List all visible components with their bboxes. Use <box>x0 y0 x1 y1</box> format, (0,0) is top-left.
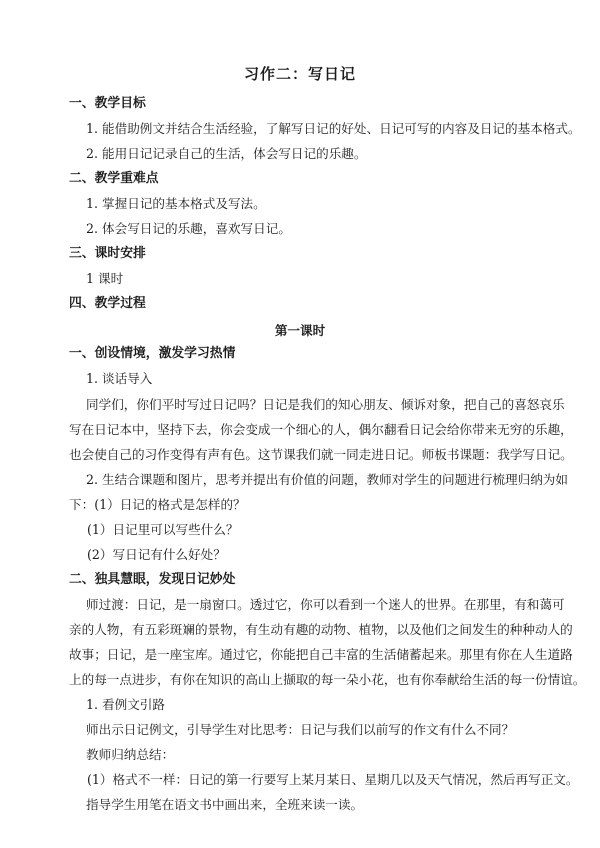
paragraph-line: 上的每一点进步，有你在知识的高山上撷取的每一朵小花，也有你奉献给生活的每一份情谊。 <box>69 672 586 687</box>
question-item-2: (2）写日记有什么好处？ <box>87 547 226 562</box>
paragraph-line: 同学们，你们平时写过日记吗？日记是我们的知心朋友、倾诉对象，把自己的喜怒哀乐 <box>86 397 565 412</box>
paragraph-line: 写在日记本中，坚持下去，你会变成一个细心的人，偶尔翻看日记会给你带来无穷的乐趣， <box>69 422 573 437</box>
section-heading-key-points: 二、教学重难点 <box>69 171 159 186</box>
part-heading-2: 二、独具慧眼，发现日记妙处 <box>69 572 236 587</box>
paragraph-line: 师出示日记例文，引导学生对比思考：日记与我们以前写的作文有什么不同？ <box>86 722 515 737</box>
key-point-item-2: 2. 体会写日记的乐趣，喜欢写日记。 <box>86 221 291 236</box>
paragraph-line: (1）格式不一样：日记的第一行要写上某月某日、星期几以及天气情况，然后再写正文。 <box>87 772 579 787</box>
paragraph-line: 指导学生用笔在语文书中画出来，全班来读一读。 <box>86 797 364 812</box>
paragraph-line: 2. 生结合课题和图片，思考并提出有价值的问题，教师对学生的问题进行梳理归纳为如 <box>86 472 568 487</box>
part1-item-1: 1. 谈话导入 <box>86 371 153 386</box>
goal-item-2: 2. 能用日记记录自己的生活，体会写日记的乐趣。 <box>86 146 367 161</box>
key-point-item-1: 1. 掌握日记的基本格式及写法。 <box>86 196 266 211</box>
goal-item-1: 1. 能借助例文并结合生活经验，了解写日记的好处、日记可写的内容及日记的基本格式。 <box>86 121 581 136</box>
question-item-1: (1）日记里可以写些什么？ <box>87 522 239 537</box>
paragraph-line: 师过渡：日记，是一扇窗口。透过它，你可以看到一个迷人的世界。在那里，有和蔼可 <box>86 597 565 612</box>
part2-item-1: 1. 看例文引路 <box>86 697 165 712</box>
paragraph-line: 也会使自己的习作变得有声有色。这节课我们就一同走进日记。师板书课题：我学写日记。 <box>69 447 573 462</box>
paragraph-line: 故事；日记，是一座宝库。通过它，你能把自己丰富的生活储蓄起来。那里有你在人生道路 <box>69 647 573 662</box>
lesson-subtitle: 第一课时 <box>274 323 326 338</box>
section-heading-process: 四、教学过程 <box>69 296 146 311</box>
paragraph-line: 亲的人物，有五彩斑斓的景物，有生动有趣的动物、植物，以及他们之间发生的种种动人的 <box>69 622 573 637</box>
paragraph-line: 下：(1）日记的格式是怎样的？ <box>69 497 246 512</box>
schedule-text: 1 课时 <box>86 271 124 286</box>
document-title: 习作二：写日记 <box>243 65 356 83</box>
part-heading-1: 一、创设情境，激发学习热情 <box>69 346 236 361</box>
paragraph-line: 教师归纳总结： <box>86 747 175 762</box>
section-heading-schedule: 三、课时安排 <box>69 246 146 261</box>
section-heading-goals: 一、教学目标 <box>69 96 146 111</box>
